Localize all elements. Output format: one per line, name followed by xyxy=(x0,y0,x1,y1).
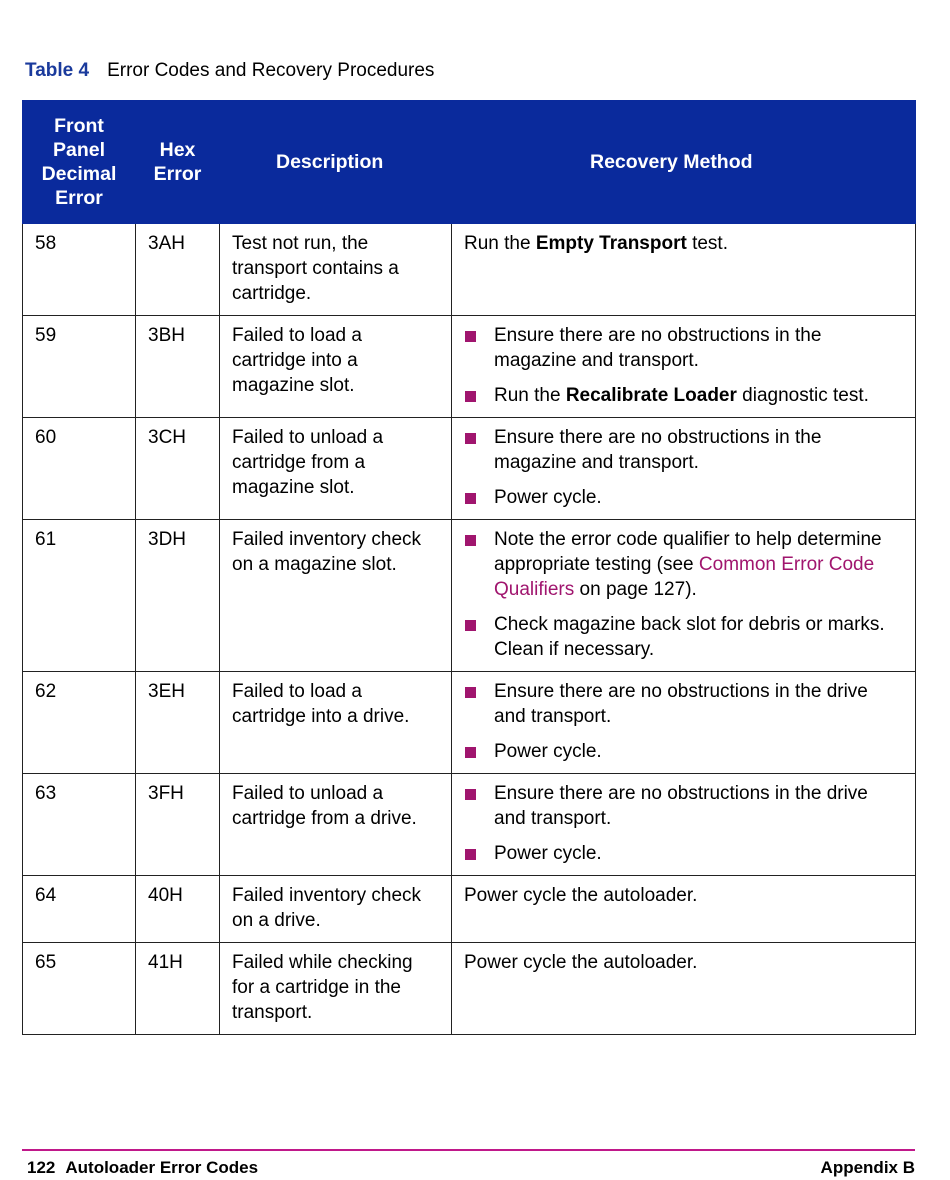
list-item: Check magazine back slot for debris or marks. Clean if necessary. xyxy=(464,612,903,662)
square-bullet-icon xyxy=(465,433,476,444)
table-row xyxy=(23,943,916,1035)
header-row xyxy=(23,101,916,224)
table-row xyxy=(23,224,916,316)
recovery-cell: Power cycle the autoloader. xyxy=(452,876,916,943)
description-cell: Failed inventory check on a drive. xyxy=(220,876,452,943)
description-cell: Failed to load a cartridge into a drive. xyxy=(220,672,452,774)
footer-rule xyxy=(22,1149,915,1151)
list-item: Power cycle. xyxy=(464,739,903,764)
recovery-cell: Power cycle the autoloader. xyxy=(452,943,916,1035)
decimal-error-cell: 65 xyxy=(23,943,136,1035)
recovery-cell xyxy=(452,316,916,418)
recovery-cell xyxy=(452,520,916,672)
hex-error-cell: 40H xyxy=(136,876,220,943)
square-bullet-icon xyxy=(465,331,476,342)
table-row xyxy=(23,876,916,943)
recovery-steps-list xyxy=(464,781,903,866)
list-item: Ensure there are no obstructions in the magazine and transport. xyxy=(464,425,903,475)
decimal-error-cell: 61 xyxy=(23,520,136,672)
page-number: 122 xyxy=(27,1158,56,1177)
square-bullet-icon xyxy=(465,493,476,504)
recovery-cell xyxy=(452,672,916,774)
recovery-steps-list xyxy=(464,425,903,510)
hex-error-cell: 3DH xyxy=(136,520,220,672)
header-front-panel-decimal-error: Front Panel Decimal Error xyxy=(23,101,136,224)
decimal-error-cell: 64 xyxy=(23,876,136,943)
recovery-steps-list xyxy=(464,679,903,764)
error-codes-table xyxy=(22,100,916,1035)
square-bullet-icon xyxy=(465,391,476,402)
recovery-steps-list xyxy=(464,323,903,408)
recovery-cell: Run the Empty Transport test. xyxy=(452,224,916,316)
table-row xyxy=(23,672,916,774)
recovery-cell xyxy=(452,418,916,520)
hex-error-cell: 3CH xyxy=(136,418,220,520)
emphasized-term: Recalibrate Loader xyxy=(565,385,737,406)
square-bullet-icon xyxy=(465,789,476,800)
header-hex-error: Hex Error xyxy=(136,101,220,224)
footer-section: Autoloader Error Codes xyxy=(65,1158,259,1177)
table-row xyxy=(23,774,916,876)
recovery-cell xyxy=(452,774,916,876)
hex-error-cell: 41H xyxy=(136,943,220,1035)
square-bullet-icon xyxy=(465,849,476,860)
footer-left xyxy=(27,1158,258,1178)
list-item: Run the Recalibrate Loader diagnostic test. xyxy=(464,383,903,408)
square-bullet-icon xyxy=(465,747,476,758)
decimal-error-cell: 59 xyxy=(23,316,136,418)
square-bullet-icon xyxy=(465,620,476,631)
cross-reference-link[interactable]: Common Error Code Qualifiers xyxy=(494,554,875,600)
list-item: Ensure there are no obstructions in the magazine and transport. xyxy=(464,323,903,373)
description-cell: Failed to unload a cartridge from a magazine slot. xyxy=(220,418,452,520)
description-cell: Failed inventory check on a magazine slot. xyxy=(220,520,452,672)
description-cell: Failed to unload a cartridge from a drive. xyxy=(220,774,452,876)
header-description: Description xyxy=(220,101,452,224)
square-bullet-icon xyxy=(465,687,476,698)
table-row xyxy=(23,520,916,672)
decimal-error-cell: 60 xyxy=(23,418,136,520)
hex-error-cell: 3FH xyxy=(136,774,220,876)
list-item: Ensure there are no obstructions in the drive and transport. xyxy=(464,781,903,831)
table-row xyxy=(23,418,916,520)
footer-appendix: Appendix B xyxy=(820,1158,915,1177)
recovery-steps-list xyxy=(464,527,903,662)
table-caption xyxy=(25,60,434,82)
table-number: Table 4 xyxy=(25,60,90,81)
table-title: Error Codes and Recovery Procedures xyxy=(107,60,435,81)
description-cell: Failed to load a cartridge into a magazine slot. xyxy=(220,316,452,418)
hex-error-cell: 3AH xyxy=(136,224,220,316)
square-bullet-icon xyxy=(465,535,476,546)
description-cell: Test not run, the transport contains a cartridge. xyxy=(220,224,452,316)
decimal-error-cell: 58 xyxy=(23,224,136,316)
hex-error-cell: 3BH xyxy=(136,316,220,418)
emphasized-term: Empty Transport xyxy=(535,233,687,254)
list-item: Note the error code qualifier to help determine appropriate testing (see Common Error Code Qualifiers on page 127). xyxy=(464,527,903,602)
list-item: Power cycle. xyxy=(464,485,903,510)
description-cell: Failed while checking for a cartridge in the transport. xyxy=(220,943,452,1035)
header-recovery-method: Recovery Method xyxy=(452,101,916,224)
hex-error-cell: 3EH xyxy=(136,672,220,774)
list-item: Ensure there are no obstructions in the drive and transport. xyxy=(464,679,903,729)
list-item: Power cycle. xyxy=(464,841,903,866)
decimal-error-cell: 62 xyxy=(23,672,136,774)
decimal-error-cell: 63 xyxy=(23,774,136,876)
table-row xyxy=(23,316,916,418)
